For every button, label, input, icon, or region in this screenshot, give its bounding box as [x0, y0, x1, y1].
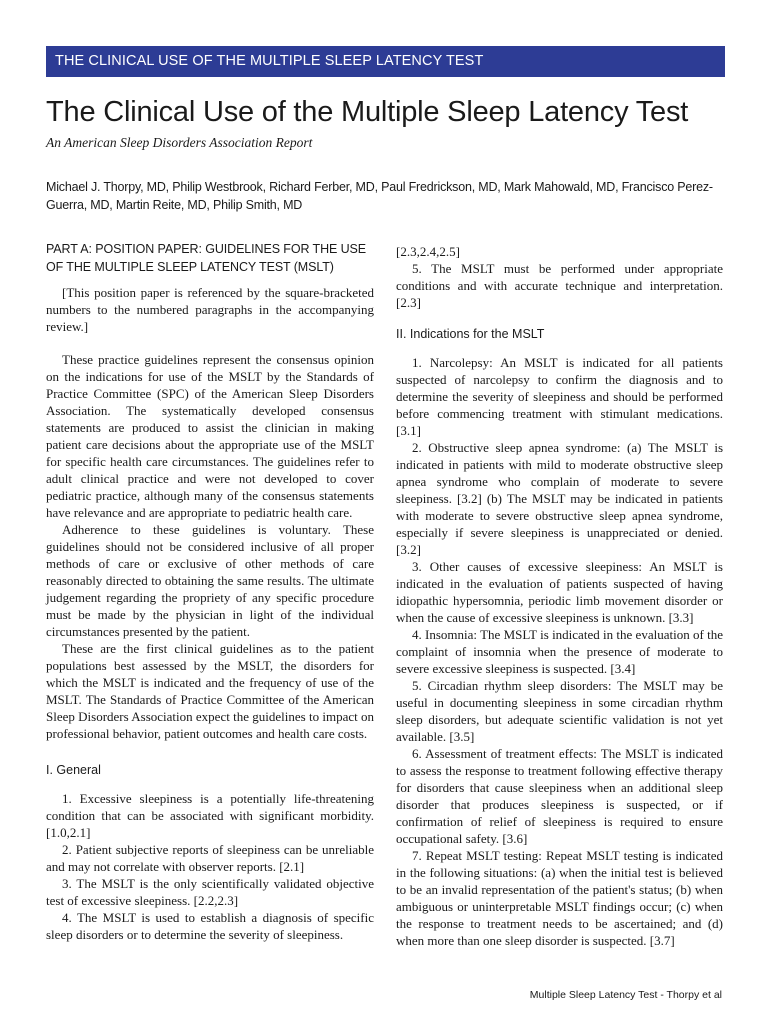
- list-item: 6. Assessment of treatment effects: The MSLT is indicated to assess the response to treatment following effective therapy for disorders that cause sleepiness when an additional sleep disorder that produces sleepiness is suspected, or if confirmation of relief of sleepiness is required to ensure occupational safety. [3.6]: [396, 746, 723, 846]
- list-item: 3. Other causes of excessive sleepiness: An MSLT is indicated in the evaluation of patients suspected of having idiopathic hypersomnia, periodic limb movement disorder or when the cause of excessive sleepiness is unknown. [3.3]: [396, 559, 723, 625]
- list-item: 1. Narcolepsy: An MSLT is indicated for all patients suspected of narcolepsy to confirm the diagnosis and to determine the severity of sleepiness and should be performed before commencing treatment with stimulant medications. [3.1]: [396, 355, 723, 438]
- list-item: 4. The MSLT is used to establish a diagnosis of specific sleep disorders or to determine the severity of sleepiness.: [46, 910, 374, 942]
- paragraph: These practice guidelines represent the consensus opinion on the indications for use of the MSLT by the Standards of Practice Committee (SPC) of the American Sleep Disorders Association. The systematically developed consensus statements are produced to assist the clinician in making patient care decisions about the appropriate use of the MSLT for specific health care circumstances. The guidelines refer to adult clinical practice and were not developed to cover pediatric practice, although many of the consensus statements have relevance and are appropriate to pediatric health care.: [46, 352, 374, 520]
- list-item: 3. The MSLT is the only scientifically validated objective test of excessive sleepiness. [2.2,2.3]: [46, 876, 374, 908]
- list-item: 2. Obstructive sleep apnea syndrome: (a) The MSLT is indicated in patients with mild to moderate obstructive sleep apnea syndrome who complain of moderate to severe sleepiness. [3.2] (b) The MSLT may be indicated in patients with moderate to severe obstructive sleep apnea syndrome, especially if severe sleepiness is unappreciated or denied. [3.2]: [396, 440, 723, 557]
- left-column: [46, 240, 374, 943]
- continued-reference: [2.3,2.4,2.5]: [396, 244, 460, 259]
- list-item: 1. Excessive sleepiness is a potentially life-threatening condition that can be associated with significant morbidity. [1.0,2.1]: [46, 791, 374, 840]
- article-subtitle: An American Sleep Disorders Association Report: [46, 135, 313, 150]
- list-item: 7. Repeat MSLT testing: Repeat MSLT testing is indicated in the following situations: (a) when the initial test is believed to be an invalid representation of the patient's status; (b) when ambiguous or uninterpretable MSLT findings occur; (c) when the response to treatment needs to be ascertained; and (d) when more than one sleep disorder is suspected. [3.7]: [396, 848, 723, 948]
- article-title: The Clinical Use of the Multiple Sleep Latency Test: [46, 96, 689, 128]
- author-list: Michael J. Thorpy, MD, Philip Westbrook, Richard Ferber, MD, Paul Fredrickson, MD, Mark Mahowald, MD, Francisco Perez-Guerra, MD, Martin Reite, MD, Philip Smith, MD: [46, 180, 713, 212]
- list-item: 5. The MSLT must be performed under appropriate conditions and with accurate technique and interpretation. [2.3]: [396, 261, 723, 310]
- paragraph: Adherence to these guidelines is voluntary. These guidelines should not be considered inclusive of all proper methods of care or exclusive of other methods of care reasonably directed to obtaining the same results. The ultimate judgement regarding the propriety of any specific procedure must be made by the physician in light of the individual circumstances presented by the patient.: [46, 522, 374, 639]
- part-a-heading: PART A: POSITION PAPER: GUIDELINES FOR THE USE OF THE MULTIPLE SLEEP LATENCY TEST (MSLT): [46, 242, 367, 274]
- list-item: 2. Patient subjective reports of sleepiness can be unreliable and may not correlate with observer reports. [2.1]: [46, 842, 374, 874]
- paragraph: These are the first clinical guidelines as to the patient populations best assessed by the MSLT, the disorders for which the MSLT is indicated and the frequency of use of the MSLT. The Standards of Practice Committee of the American Sleep Disorders Association expect the guidelines to impact on professional behavior, patient outcomes and health care costs.: [46, 641, 374, 741]
- running-header-banner: THE CLINICAL USE OF THE MULTIPLE SLEEP LATENCY TEST: [46, 46, 725, 77]
- reference-note: [This position paper is referenced by the square-bracketed numbers to the numbered paragraphs in the accompanying review.]: [46, 285, 374, 334]
- section-heading-general: I. General: [46, 763, 101, 777]
- section-heading-indications: II. Indications for the MSLT: [396, 327, 545, 341]
- list-item: 5. Circadian rhythm sleep disorders: The MSLT may be useful in documenting sleepiness in some circadian rhythm sleep disorders, but adequate scientific validation is not yet available. [3.5]: [396, 678, 723, 744]
- right-column: [396, 243, 723, 949]
- running-footer: Multiple Sleep Latency Test - Thorpy et al: [529, 989, 722, 1001]
- list-item: 4. Insomnia: The MSLT is indicated in the evaluation of the complaint of insomnia when the presence of moderate to severe excessive sleepiness is suspected. [3.4]: [396, 627, 723, 676]
